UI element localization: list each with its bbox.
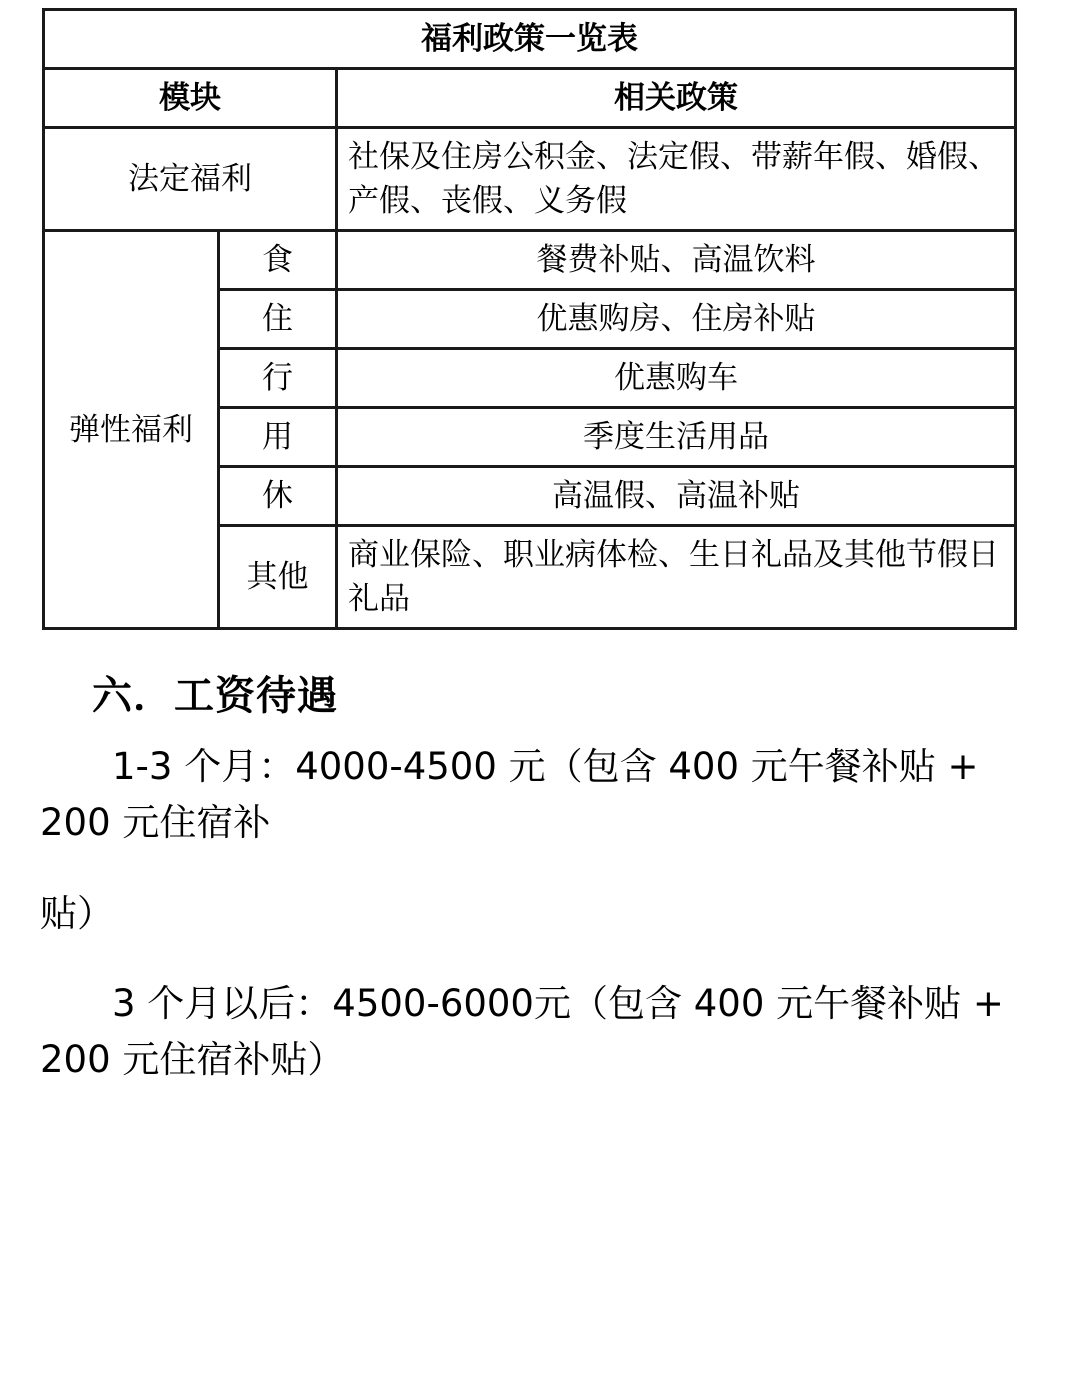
category-transport: 行 [219, 349, 337, 408]
table-caption: 福利政策一览表 [44, 10, 1016, 69]
header-policy: 相关政策 [337, 69, 1016, 128]
table-row-caption [44, 10, 1016, 69]
policy-supplies: 季度生活用品 [337, 408, 1016, 467]
module-flexible: 弹性福利 [44, 231, 219, 629]
table-row-header [44, 69, 1016, 128]
category-food: 食 [219, 231, 337, 290]
table-row [44, 128, 1016, 231]
header-module: 模块 [44, 69, 337, 128]
salary-paragraph-3: 3 个月以后：4500-6000元（包含 400 元午餐补贴 + 200 元住宿补贴） [40, 981, 1004, 1082]
policy-housing: 优惠购房、住房补贴 [337, 290, 1016, 349]
policy-rest: 高温假、高温补贴 [337, 467, 1016, 526]
policy-food: 餐费补贴、高温饮料 [337, 231, 1016, 290]
benefits-table [42, 8, 1017, 630]
section-heading-salary: 六．工资待遇 [92, 673, 338, 720]
category-supplies: 用 [219, 408, 337, 467]
category-housing: 住 [219, 290, 337, 349]
policy-other: 商业保险、职业病体检、生日礼品及其他节假日礼品 [337, 526, 1016, 629]
salary-paragraph-2: 贴） [40, 891, 114, 935]
policy-statutory: 社保及住房公积金、法定假、带薪年假、婚假、产假、丧假、义务假 [337, 128, 1016, 231]
policy-transport: 优惠购车 [337, 349, 1016, 408]
table-row [44, 231, 1016, 290]
category-rest: 休 [219, 467, 337, 526]
category-other: 其他 [219, 526, 337, 629]
module-statutory: 法定福利 [44, 128, 337, 231]
salary-paragraph-1: 1-3 个月：4000-4500 元（包含 400 元午餐补贴 + 200 元住宿补 [40, 745, 979, 845]
